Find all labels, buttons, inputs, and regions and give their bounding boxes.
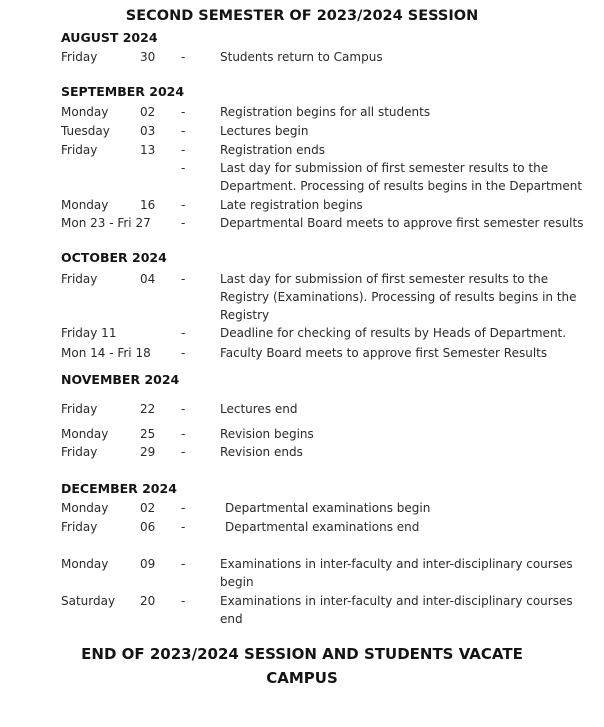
entry-separator: - [181, 326, 186, 340]
entry-day: Monday [61, 427, 109, 441]
entry-day: Mon 14 - Fri 18 [61, 346, 151, 360]
entry-separator: - [181, 427, 186, 441]
entry-separator: - [181, 198, 186, 212]
entry-description [220, 443, 590, 461]
entry-date: 20 [140, 594, 156, 608]
entry-separator: - [181, 216, 186, 230]
entry-date: 09 [140, 557, 156, 571]
calendar-entry [61, 141, 591, 159]
entry-description [220, 555, 590, 591]
entry-description-line: Deadline for checking of results by Heads of Department. [220, 326, 567, 340]
entry-separator: - [181, 402, 186, 416]
entry-date: 06 [140, 520, 156, 534]
document-title: SECOND SEMESTER OF 2023/2024 SESSION [125, 8, 479, 24]
entry-date: 03 [140, 124, 156, 138]
entry-description-line: Last day for submission of first semester results to the [220, 161, 549, 175]
entry-separator: - [181, 520, 186, 534]
entry-day: Monday [61, 105, 109, 119]
entry-separator: - [181, 594, 186, 608]
entry-description-line: Registration ends [220, 143, 326, 157]
entry-description [220, 324, 590, 342]
entry-separator: - [181, 143, 186, 157]
entry-date: 13 [140, 143, 156, 157]
calendar-entry [61, 122, 591, 140]
entry-day: Mon 23 - Fri 27 [61, 216, 151, 230]
calendar-entry [61, 400, 591, 418]
entry-separator: - [181, 501, 186, 515]
entry-description-line: begin [220, 575, 254, 589]
calendar-entry [61, 103, 591, 121]
entry-description-line: Registry [220, 308, 270, 322]
calendar-entry [61, 443, 591, 461]
entry-day: Friday [61, 402, 98, 416]
entry-day: Monday [61, 557, 109, 571]
entry-day: Friday 11 [61, 326, 117, 340]
entry-description-line: Students return to Campus [220, 50, 383, 64]
entry-description-line: Revision begins [220, 427, 314, 441]
calendar-entry [61, 196, 591, 214]
entry-date: 02 [140, 501, 156, 515]
calendar-entry [61, 555, 591, 589]
entry-day: Friday [61, 520, 98, 534]
entry-description [220, 159, 590, 195]
entry-day: Friday [61, 143, 98, 157]
entry-date: 22 [140, 402, 156, 416]
entry-separator: - [181, 445, 186, 459]
entry-description [220, 196, 590, 214]
entry-day: Friday [61, 272, 98, 286]
calendar-entry [61, 159, 591, 193]
entry-date: 02 [140, 105, 156, 119]
entry-description [220, 214, 590, 232]
entry-separator: - [181, 346, 186, 360]
entry-description-line: Revision ends [220, 445, 303, 459]
entry-description [225, 499, 595, 517]
entry-day: Friday [61, 50, 98, 64]
calendar-entry [61, 214, 591, 232]
calendar-entry [61, 48, 591, 66]
month-heading: SEPTEMBER 2024 [61, 84, 185, 99]
entry-separator: - [181, 124, 186, 138]
entry-day: Saturday [61, 594, 116, 608]
entry-description-line: Departmental Board meets to approve first semester results [220, 216, 584, 230]
entry-description [220, 103, 590, 121]
calendar-entry [61, 324, 591, 342]
entry-description [220, 425, 590, 443]
entry-date: 30 [140, 50, 156, 64]
month-heading: DECEMBER 2024 [61, 481, 177, 496]
entry-day: Tuesday [61, 124, 110, 138]
entry-description [220, 270, 590, 324]
entry-description-line: Last day for submission of first semester results to the [220, 272, 549, 286]
entry-separator: - [181, 161, 186, 175]
closing-notice [0, 642, 604, 690]
closing-notice-line: CAMPUS [266, 669, 338, 687]
entry-day: Monday [61, 198, 109, 212]
calendar-entry [61, 344, 591, 362]
calendar-entry [61, 270, 591, 322]
entry-date: 16 [140, 198, 156, 212]
entry-date: 25 [140, 427, 156, 441]
calendar-entry [61, 592, 591, 626]
entry-description-line: Lectures begin [220, 124, 309, 138]
entry-description-line: Examinations in inter-faculty and inter-disciplinary courses [220, 557, 573, 571]
entry-date: 29 [140, 445, 156, 459]
closing-notice-line: END OF 2023/2024 SESSION AND STUDENTS VACATE [81, 645, 523, 663]
month-heading: NOVEMBER 2024 [61, 372, 180, 387]
entry-description-line: Departmental examinations end [225, 520, 420, 534]
entry-description [220, 592, 590, 628]
entry-description-line: Registration begins for all students [220, 105, 431, 119]
entry-description-line: Department. Processing of results begins in the Department [220, 179, 583, 193]
entry-description-line: Faculty Board meets to approve first Semester Results [220, 346, 548, 360]
entry-description [220, 141, 590, 159]
entry-description [225, 518, 595, 536]
entry-description [220, 400, 590, 418]
entry-description [220, 48, 590, 66]
entry-description-line: end [220, 612, 243, 626]
calendar-entry [61, 499, 591, 517]
entry-description [220, 122, 590, 140]
entry-separator: - [181, 557, 186, 571]
month-heading: OCTOBER 2024 [61, 250, 167, 265]
entry-description-line: Late registration begins [220, 198, 363, 212]
month-heading: AUGUST 2024 [61, 30, 158, 45]
entry-separator: - [181, 50, 186, 64]
entry-description-line: Lectures end [220, 402, 298, 416]
entry-description-line: Examinations in inter-faculty and inter-disciplinary courses [220, 594, 573, 608]
entry-date: 04 [140, 272, 156, 286]
entry-description-line: Registry (Examinations). Processing of results begins in the [220, 290, 577, 304]
entry-day: Friday [61, 445, 98, 459]
entry-day: Monday [61, 501, 109, 515]
entry-description [220, 344, 590, 362]
entry-description-line: Departmental examinations begin [225, 501, 431, 515]
calendar-entry [61, 518, 591, 536]
entry-separator: - [181, 105, 186, 119]
calendar-entry [61, 425, 591, 443]
entry-separator: - [181, 272, 186, 286]
